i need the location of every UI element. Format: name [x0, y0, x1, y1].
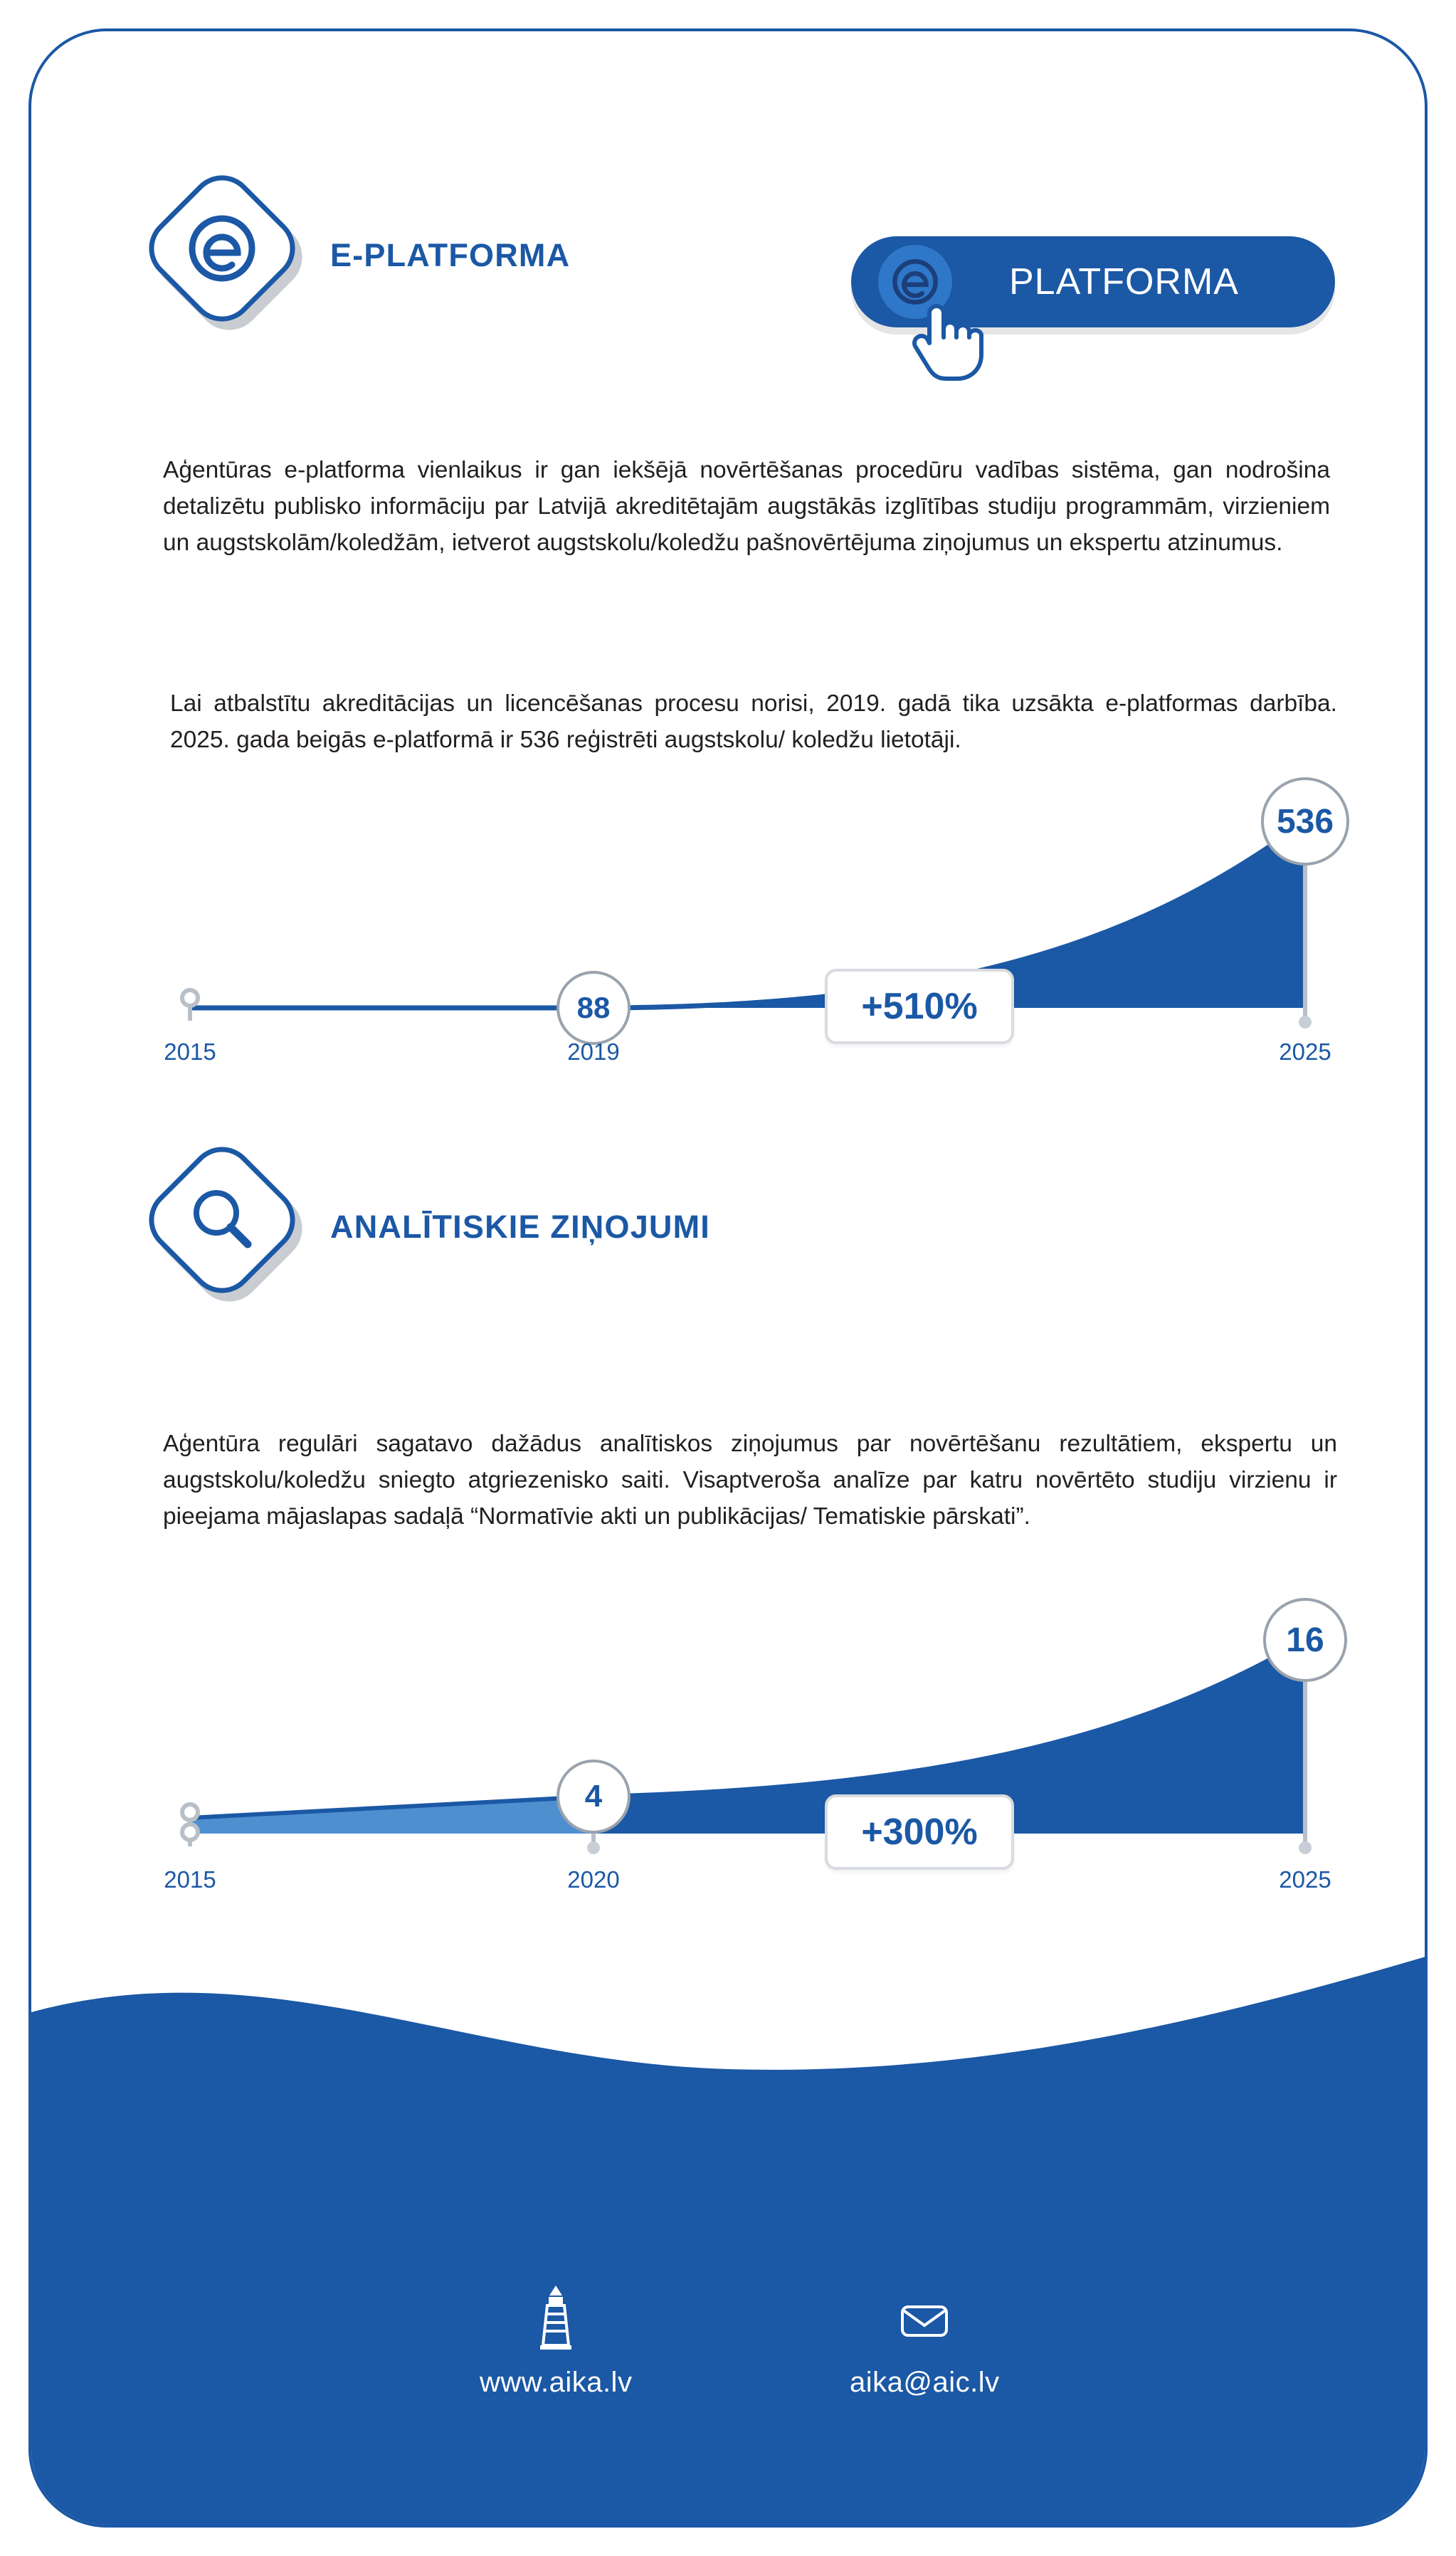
footer-wave [31, 1927, 1428, 2525]
e-platform-button-label: PLATFORMA [1009, 261, 1239, 303]
chart-growth-badge: +510% [825, 969, 1014, 1044]
eplatform-users-chart [164, 779, 1348, 1099]
section-header-e-platform [158, 184, 570, 327]
footer-website[interactable] [480, 2283, 632, 2399]
footer-email[interactable] [850, 2283, 1000, 2399]
paragraph-e-platform-1: Aģentūras e-platforma vienlaikus ir gan iekšējā novērtēšanas procedūru vadības sistēma, gan nodrošina detalizētu publisko informāciju par Latvijā akreditētajām augstākās izglītības studiju programmām, virzieniem un augstskolām/koledžām, ietverot augstskolu/koledžu pašnovērtējuma ziņojumus un ekspertu atzinumus. [163, 457, 1330, 556]
chart2-x-label-2025: 2025 [1279, 1866, 1331, 1893]
analytical-reports-chart [164, 1604, 1348, 1925]
page-title-e-platform: E-PLATFORMA [330, 237, 571, 273]
chart-x-label-2025: 2025 [1279, 1038, 1331, 1065]
infographic-page [28, 28, 1428, 2528]
chart-x-label-2015: 2015 [164, 1038, 216, 1065]
paragraph-analytical-reports: Aģentūra regulāri sagatavo dažādus analītiskos ziņojumus par novērtēšanu rezultātiem, ekspertu un augstskolu/koledžu sniegto atgriezenisko saiti. Visaptveroša analīze par katru novērtēto studiju virzienu ir pieejama mājaslapas sadaļā “Normatīvie akti un publikācijas/ Tematiskie pārskati”. [163, 1431, 1337, 1530]
section-header-analytical-reports [158, 1156, 710, 1298]
e-platform-button[interactable] [851, 236, 1335, 327]
hand-pointer-icon [905, 289, 983, 382]
footer-email-label: aika@aic.lv [850, 2367, 1000, 2398]
paragraph-e-platform-2: Lai atbalstītu akreditācijas un licencēšanas procesu norisi, 2019. gadā tika uzsākta e-platformas darbība. 2025. gada beigās e-platformā ir 536 reģistrēti augstskolu/ koledžu lietotāji. [170, 690, 1337, 753]
chart2-x-label-2015: 2015 [164, 1866, 216, 1893]
chart-value-bubble-2025: 536 [1261, 777, 1349, 866]
magnifier-diamond-icon [158, 1156, 300, 1298]
chart2-x-label-2020: 2020 [567, 1866, 620, 1893]
envelope-icon [898, 2283, 951, 2351]
page-title-analytical-reports: ANALĪTISKIE ZIŅOJUMI [330, 1209, 711, 1245]
lighthouse-icon [533, 2283, 579, 2351]
chart2-value-bubble-2025: 16 [1263, 1598, 1347, 1682]
chart2-value-bubble-2020: 4 [556, 1760, 631, 1834]
e-platform-diamond-icon [158, 184, 300, 327]
chart2-growth-badge: +300% [825, 1794, 1014, 1870]
chart-x-label-2019: 2019 [567, 1038, 620, 1065]
footer-website-label: www.aika.lv [480, 2367, 633, 2398]
chart-value-bubble-2019: 88 [556, 971, 631, 1045]
